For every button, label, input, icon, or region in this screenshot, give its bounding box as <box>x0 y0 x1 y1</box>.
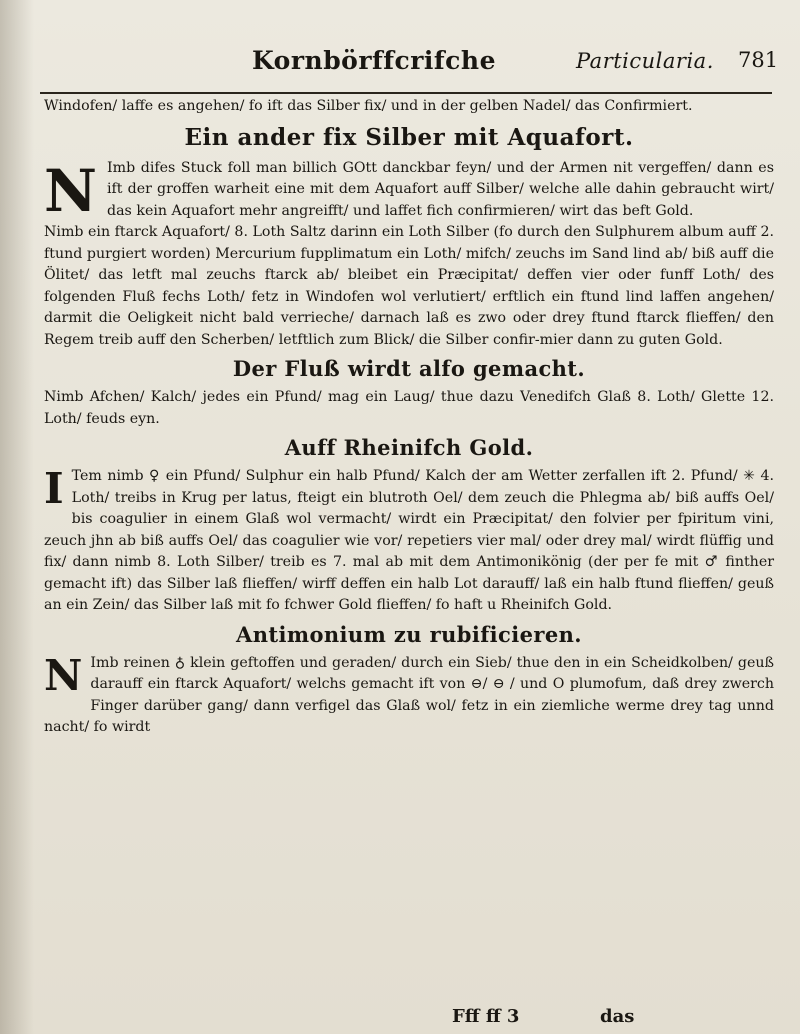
drop-cap: N <box>44 156 98 225</box>
drop-cap: I <box>44 464 64 513</box>
paragraph-flux: Nimb Afchen/ Kalch/ jedes ein Pfund/ mag ein Laug/ thue dazu Venedifch Glaß 8. Loth/ Glette 12. Loth/ feuds eyn. <box>44 389 774 427</box>
section-heading-rhenish-gold: Auff Rheinifch Gold. <box>284 435 534 460</box>
section-heading-flux: Der Fluß wirdt alfo gemacht. <box>232 356 586 381</box>
paragraph-antimony-text: Imb reinen ♁ klein geftoffen und geraden/ durch ein Sieb/ thue den in ein Scheidkolben/ geuß darauff ein ftarck Aquafort/ welchs gemacht ift von ⊖/ ⊖ / und O plumofum, daß drey zwerch Finger darüber gang/ dann verfigel das Glaß wol/ fetz in ein ziemliche werme drey tag unnd nacht/ fo wirdt <box>44 654 774 735</box>
paragraph-intro-text: Imb difes Stuck foll man billich GOtt danckbar feyn/ und der Armen nit vergeffen/ dann es ift der groffen warheit eine mit dem Aquafort auff Silber/ welche alle dahin gebraucht wirt/ das kein Aquafort mehr angreifft/ und laffet fich confirmieren/ wirt das beft Gold. <box>107 159 774 219</box>
paragraph-recipe: Nimb ein ftarck Aquafort/ 8. Loth Saltz darinn ein Loth Silber (fo durch den Sulphurem album auff 2. ftund purgiert worden) Mercurium fupplimatum ein Loth/ mifch/ zeuchs im Sand lind ab/ biß auff die Ölitet/ das letft mal zeuchs ftarck ab/ bleibet ein Præcipitat/ deffen vier oder funff Loth/ des folgenden Fluß fechs Loth/ fetz in Windofen wol verlutiert/ erftlich ein ftund lind laffen angehen/ darmit die Oeligkeit nicht bald verrieche/ darnach laß es zwo oder drey ftund ftarck flieffen/ den Regem treib auff den Scherben/ letftlich zum Blick/ die Silber confir-mier dann zu guten Gold. <box>44 224 774 348</box>
running-header <box>220 40 780 80</box>
paragraph-antimony <box>44 650 774 739</box>
drop-cap: N <box>44 650 83 700</box>
paragraph-intro <box>44 158 774 223</box>
gutter-shadow <box>0 0 34 1034</box>
signature-mark: Fff ff 3 <box>452 1006 520 1027</box>
running-title: Kornbörffcrifche <box>252 46 496 75</box>
section-heading-antimony: Antimonium zu rubificieren. <box>236 621 582 647</box>
section-heading-silver-aquafort: Ein ander fix Silber mit Aquafort. <box>184 123 634 151</box>
catchword: das <box>600 1006 635 1027</box>
running-subtitle: Particularia. <box>576 49 714 73</box>
paragraph-rhenish <box>44 466 774 617</box>
paragraph-continuation: Windofen/ laffe es angehen/ fo ift das Silber fix/ und in der gelben Nadel/ das Confirmiert. <box>44 98 693 114</box>
paragraph-rhenish-text: Tem nimb ♀ ein Pfund/ Sulphur ein halb Pfund/ Kalch der am Wetter zerfallen ift 2. Pfund/ ✳ 4. Loth/ treibs in Krug per latus, fteigt ein blutroth Oel/ dem zeuch die Phlegma ab/ biß auffs Oel/ bis coagulier in einem Glaß wol vermacht/ wirdt ein Præcipitat/ den folvier per fpiritum vini, zeuch jhn ab biß auffs Oel/ das coagulier wie vor/ repetiers vier mal/ oder drey mal/ wirdt flüffig und fix/ dann nimb 8. Loth Silber/ treib es 7. mal ab mit dem Antimonikönig (der per fe mit ♂ finther gemacht ift) das Silber laß flieffen/ wirff deffen ein halb Lot darauff/ laß ein halb ftund flieffen/ geuß an ein Zein/ das Silber laß mit fo fchwer Gold flieffen/ fo haft u Rheinifch Gold. <box>44 468 774 613</box>
page-body <box>44 96 774 739</box>
page-number: 781 <box>738 48 779 72</box>
header-rule <box>40 92 772 94</box>
